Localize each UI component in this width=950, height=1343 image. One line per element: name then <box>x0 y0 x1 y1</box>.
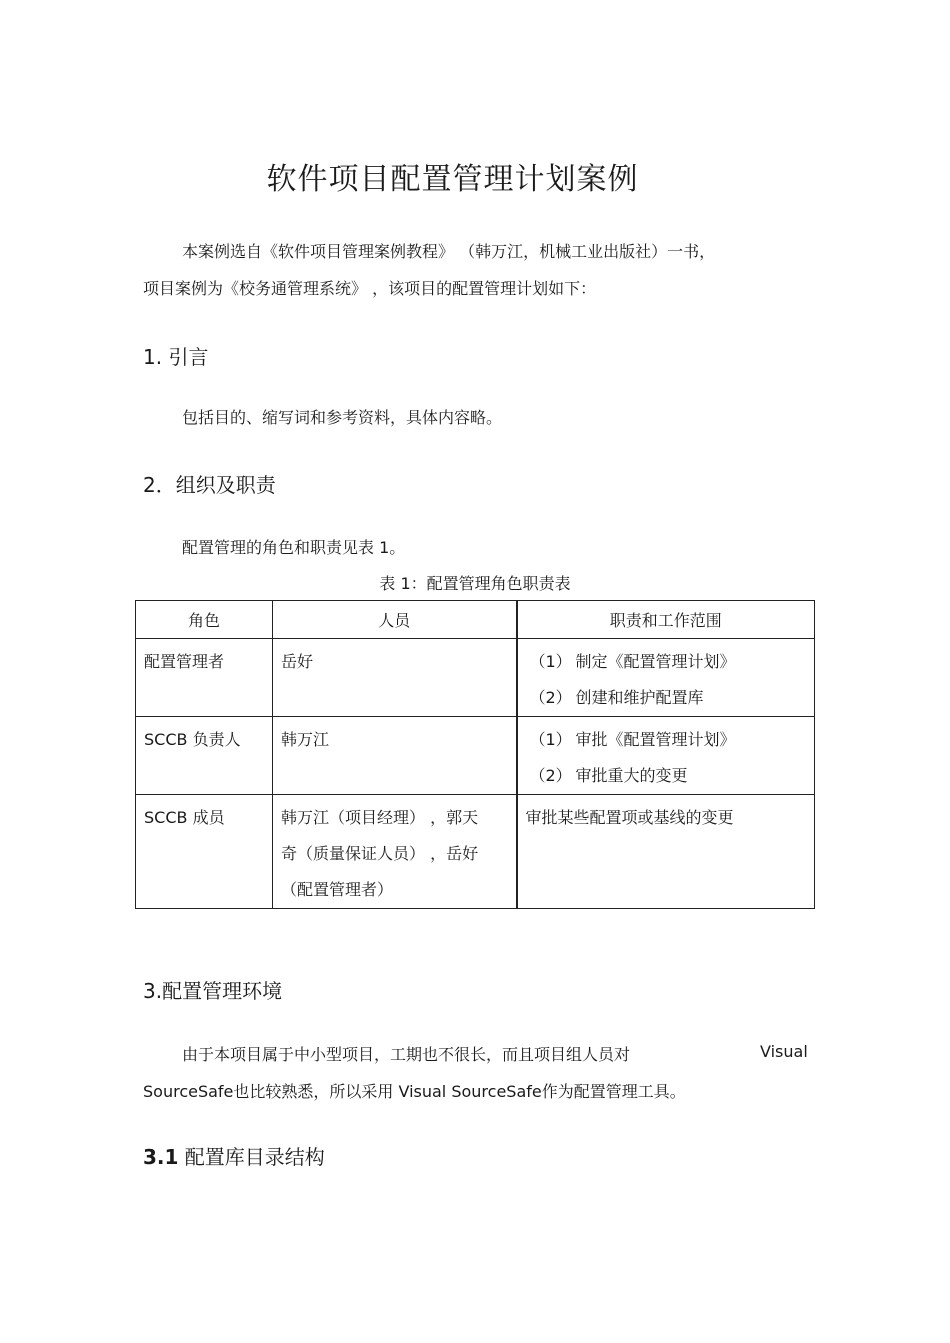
role-cell <box>136 639 273 717</box>
duty-text: 审批《配置管理计划》 <box>575 730 736 749</box>
duties-cell <box>517 639 815 717</box>
header-role: 角色 <box>136 601 273 639</box>
person-cell <box>273 717 517 795</box>
section-2-heading: 2．组织及职责 <box>143 473 276 497</box>
section-3-body-line-1b: Visual <box>760 1042 808 1061</box>
role-text: SCCB 成员 <box>144 808 225 827</box>
duties-cell <box>517 717 815 795</box>
duty-line <box>530 680 807 716</box>
person-text: 岳好 <box>281 652 314 671</box>
section-3-heading: 3.配置管理环境 <box>143 979 283 1003</box>
table-row <box>136 795 815 909</box>
duty-number: （1） <box>529 652 572 671</box>
intro-line-1: 本案例选自《软件项目管理案例教程》 （韩万江，机械工业出版社）一书， <box>182 242 716 261</box>
role-cell <box>136 795 273 909</box>
duty-number: （2） <box>529 766 572 785</box>
duty-line <box>530 758 807 794</box>
section-2-body: 配置管理的角色和职责见表 1。 <box>182 538 406 557</box>
duty-number: （2） <box>529 688 572 707</box>
role-cell <box>136 717 273 795</box>
person-cell <box>273 795 517 909</box>
role-text: SCCB 负责人 <box>144 730 241 749</box>
roles-table <box>135 600 815 909</box>
intro-line-2: 项目案例为《校务通管理系统》 ，该项目的配置管理计划如下： <box>143 279 597 298</box>
person-line: （配置管理者） <box>281 880 394 899</box>
section-3-1-heading <box>143 1141 325 1170</box>
table-header-row <box>136 601 815 639</box>
section-1-heading: 1. 引言 <box>143 345 209 369</box>
header-duties: 职责和工作范围 <box>517 601 815 639</box>
person-line: 奇（质量保证人员） ，岳好 <box>281 844 479 863</box>
duty-number: （1） <box>529 730 572 749</box>
table-row <box>136 639 815 717</box>
table-row <box>136 717 815 795</box>
role-text: 配置管理者 <box>144 652 225 671</box>
duty-line <box>530 722 807 758</box>
section-3-body-line-2: SourceSafe也比较熟悉，所以采用 Visual SourceSafe作为配置管理工具。 <box>143 1082 686 1101</box>
person-cell <box>273 639 517 717</box>
duty-text: 制定《配置管理计划》 <box>575 652 736 671</box>
person-text: 韩万江 <box>281 730 330 749</box>
section-3-body-line-1a: 由于本项目属于中小型项目，工期也不很长，而且项目组人员对 <box>182 1045 631 1064</box>
table-caption: 表 1：配置管理角色职责表 <box>379 574 571 593</box>
document-title: 软件项目配置管理计划案例 <box>266 162 639 197</box>
duty-text: 审批重大的变更 <box>575 766 688 785</box>
person-line: 韩万江（项目经理） ，郭天 <box>281 808 479 827</box>
duties-cell <box>517 795 815 909</box>
duty-line <box>530 644 807 680</box>
section-1-body: 包括目的、缩写词和参考资料，具体内容略。 <box>182 408 503 427</box>
duty-text: 创建和维护配置库 <box>575 688 704 707</box>
duty-text: 审批某些配置项或基线的变更 <box>525 808 734 827</box>
header-person: 人员 <box>273 601 517 639</box>
section-3-1-title: 配置库目录结构 <box>178 1145 325 1169</box>
section-3-1-number: 3.1 <box>143 1145 179 1169</box>
